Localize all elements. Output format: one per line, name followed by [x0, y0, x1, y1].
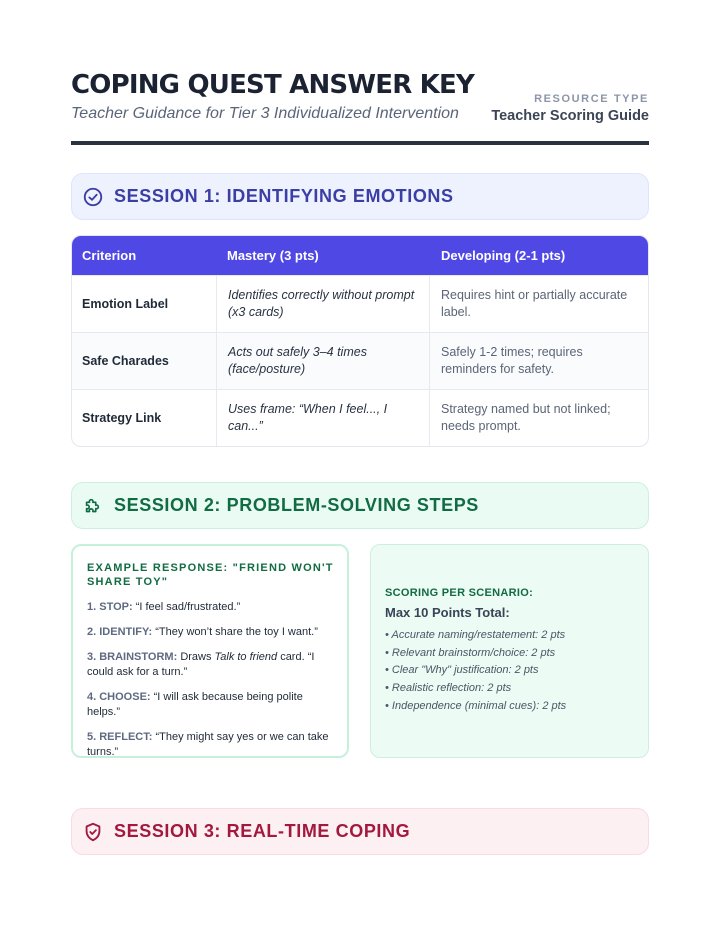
scoring-item: • Relevant brainstorm/choice: 2 pts: [385, 646, 556, 659]
step-text: “They might say yes or we can take turns.”: [87, 731, 329, 758]
check-circle-icon: [82, 186, 104, 208]
table-row: [72, 389, 648, 446]
header-mastery: Mastery (3 pts): [227, 248, 319, 263]
page-subtitle: Teacher Guidance for Tier 3 Individualized Intervention: [71, 105, 459, 122]
shield-check-icon: [82, 821, 104, 843]
session-2-title: SESSION 2: PROBLEM-SOLVING STEPS: [114, 495, 479, 515]
puzzle-icon: [82, 495, 104, 517]
step-label: 5. REFLECT:: [87, 731, 153, 743]
developing-cell: Safely 1-2 times; requires reminders for safety.: [441, 345, 583, 376]
header-developing: Developing (2-1 pts): [441, 248, 566, 263]
scoring-item: • Accurate naming/restatement: 2 pts: [385, 629, 566, 641]
step-item: [87, 730, 335, 760]
session-1-banner: [71, 173, 649, 220]
criterion-cell: Strategy Link: [82, 411, 162, 425]
step-item: [87, 625, 335, 640]
page-header: [71, 70, 649, 145]
mastery-cell: Identifies correctly without prompt (x3 cards): [216, 276, 430, 332]
step-text-pre: Draws: [180, 651, 212, 663]
step-item: [87, 650, 335, 680]
header-criterion: Criterion: [82, 248, 137, 263]
step-text: “I will ask because being polite helps.”: [87, 691, 303, 718]
step-label: 2. IDENTIFY:: [87, 626, 153, 638]
page-title: COPING QUEST ANSWER KEY: [71, 70, 475, 100]
developing-cell: Requires hint or partially accurate label.: [441, 288, 628, 319]
step-label: 4. CHOOSE:: [87, 691, 151, 703]
step-item: [87, 600, 335, 615]
step-label: 1. STOP:: [87, 601, 133, 613]
session-3-banner: [71, 808, 649, 855]
scoring-title: SCORING PER SCENARIO:: [385, 587, 534, 599]
step-text-post: card. “I could ask for a turn.”: [87, 651, 315, 678]
scoring-item: • Clear "Why" justification: 2 pts: [385, 664, 539, 677]
step-text-emphasis: Talk to friend: [214, 651, 278, 663]
rubric-table: [71, 235, 649, 447]
developing-cell: Strategy named but not linked; needs prompt.: [441, 402, 611, 433]
session-2-banner: [71, 482, 649, 529]
rubric-header-row: [72, 236, 648, 275]
mastery-cell: Uses frame: “When I feel..., I can...”: [216, 390, 430, 446]
resource-type-label: RESOURCE TYPE: [534, 93, 649, 105]
session-1-title: SESSION 1: IDENTIFYING EMOTIONS: [114, 186, 454, 206]
scoring-item: • Independence (minimal cues): 2 pts: [385, 699, 567, 712]
table-row: [72, 332, 648, 389]
scoring-card: [370, 544, 649, 758]
criterion-cell: Emotion Label: [82, 297, 169, 311]
step-text: “I feel sad/frustrated.”: [135, 601, 241, 613]
resource-type-value: Teacher Scoring Guide: [491, 108, 649, 124]
scoring-max: Max 10 Points Total:: [385, 605, 510, 620]
table-row: [72, 275, 648, 332]
step-label: 3. BRAINSTORM:: [87, 651, 178, 663]
scoring-item: • Realistic reflection: 2 pts: [385, 682, 512, 695]
example-title: EXAMPLE RESPONSE: "FRIEND WON'T SHARE TOY": [87, 562, 334, 588]
mastery-cell: Acts out safely 3–4 times (face/posture): [216, 333, 430, 389]
criterion-cell: Safe Charades: [82, 354, 169, 368]
step-item: [87, 690, 335, 720]
step-text: “They won’t share the toy I want.”: [155, 626, 318, 638]
session-3-title: SESSION 3: REAL-TIME COPING: [114, 821, 411, 841]
example-response-card: [71, 544, 349, 758]
